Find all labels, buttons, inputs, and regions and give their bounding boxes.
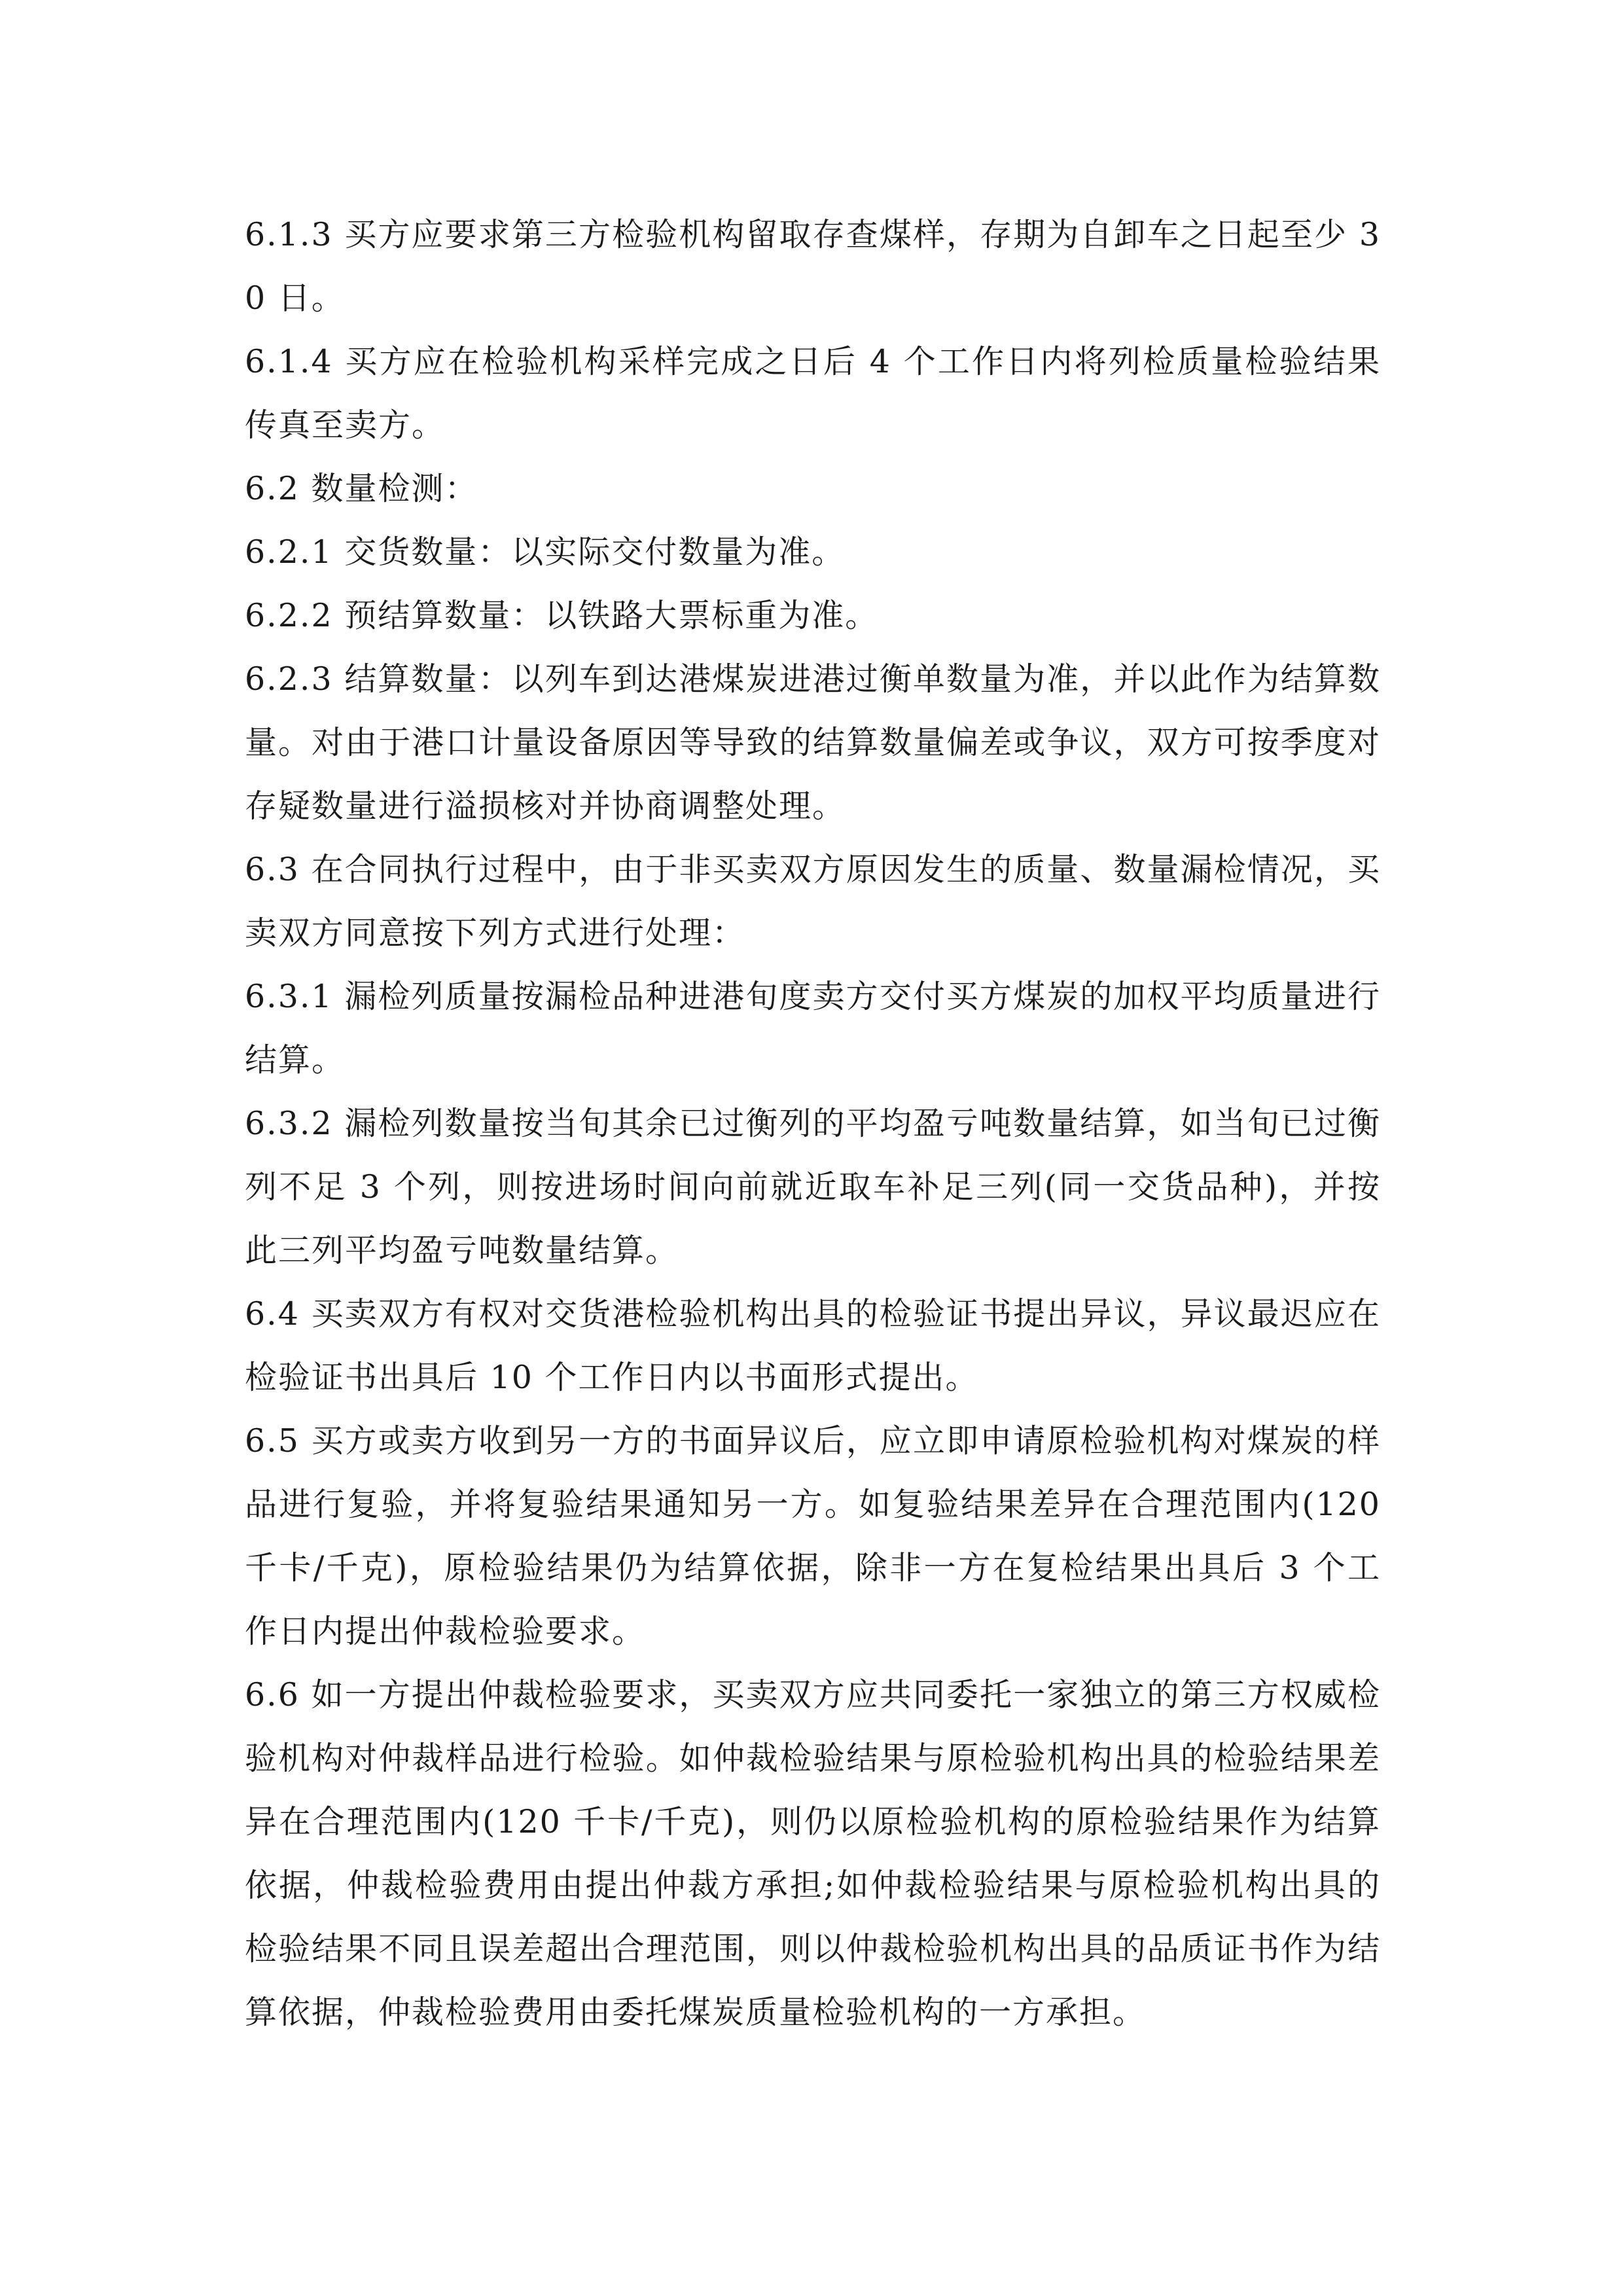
paragraph-6-5: 6.5 买方或卖方收到另一方的书面异议后，应立即申请原检验机构对煤炭的样品进行复验，并将复验结果通知另一方。如复验结果差异在合理范围内(120 千卡/千克)，原检验结果仍为结算依据，除非一方在复检结果出具后 3 个工作日内提出仲裁检验要求。	[245, 1422, 1381, 1650]
paragraph-6-6: 6.6 如一方提出仲裁检验要求，买卖双方应共同委托一家独立的第三方权威检验机构对仲裁样品进行检验。如仲裁检验结果与原检验机构出具的检验结果差异在合理范围内(120 千卡/千克)，则仍以原检验机构的原检验结果作为结算依据，仲裁检验费用由提出仲裁方承担;如仲裁检验结果与原检验机构出具的检验结果不同且误差超出合理范围，则以仲裁检验机构出具的品质证书作为结算依据，仲裁检验费用由委托煤炭质量检验机构的一方承担。	[245, 1676, 1381, 2031]
paragraph-6-1-4: 6.1.4 买方应在检验机构采样完成之日后 4 个工作日内将列检质量检验结果传真至卖方。	[245, 343, 1381, 444]
paragraph-6-3-2: 6.3.2 漏检列数量按当旬其余已过衡列的平均盈亏吨数量结算，如当旬已过衡列不足 3 个列，则按进场时间向前就近取车补足三列(同一交货品种)，并按此三列平均盈亏吨数量结算。	[245, 1105, 1381, 1269]
paragraph-6-2-3: 6.2.3 结算数量：以列车到达港煤炭进港过衡单数量为准，并以此作为结算数量。对由于港口计量设备原因等导致的结算数量偏差或争议，双方可按季度对存疑数量进行溢损核对并协商调整处理。	[245, 660, 1381, 825]
paragraph-6-3: 6.3 在合同执行过程中，由于非买卖双方原因发生的质量、数量漏检情况，买卖双方同意按下列方式进行处理：	[245, 851, 1381, 952]
paragraph-6-4: 6.4 买卖双方有权对交货港检验机构出具的检验证书提出异议，异议最迟应在检验证书出具后 10 个工作日内以书面形式提出。	[245, 1295, 1381, 1396]
paragraph-6-1-3: 6.1.3 买方应要求第三方检验机构留取存查煤样，存期为自卸车之日起至少 30 日。	[245, 216, 1381, 317]
paragraph-6-2-2: 6.2.2 预结算数量：以铁路大票标重为准。	[245, 597, 879, 634]
paragraph-6-3-1: 6.3.1 漏检列质量按漏检品种进港旬度卖方交付买方煤炭的加权平均质量进行结算。	[245, 978, 1381, 1079]
heading-6-2: 6.2 数量检测：	[245, 470, 478, 507]
paragraph-6-2-1: 6.2.1 交货数量：以实际交付数量为准。	[245, 533, 846, 571]
document-body	[245, 203, 1381, 2044]
